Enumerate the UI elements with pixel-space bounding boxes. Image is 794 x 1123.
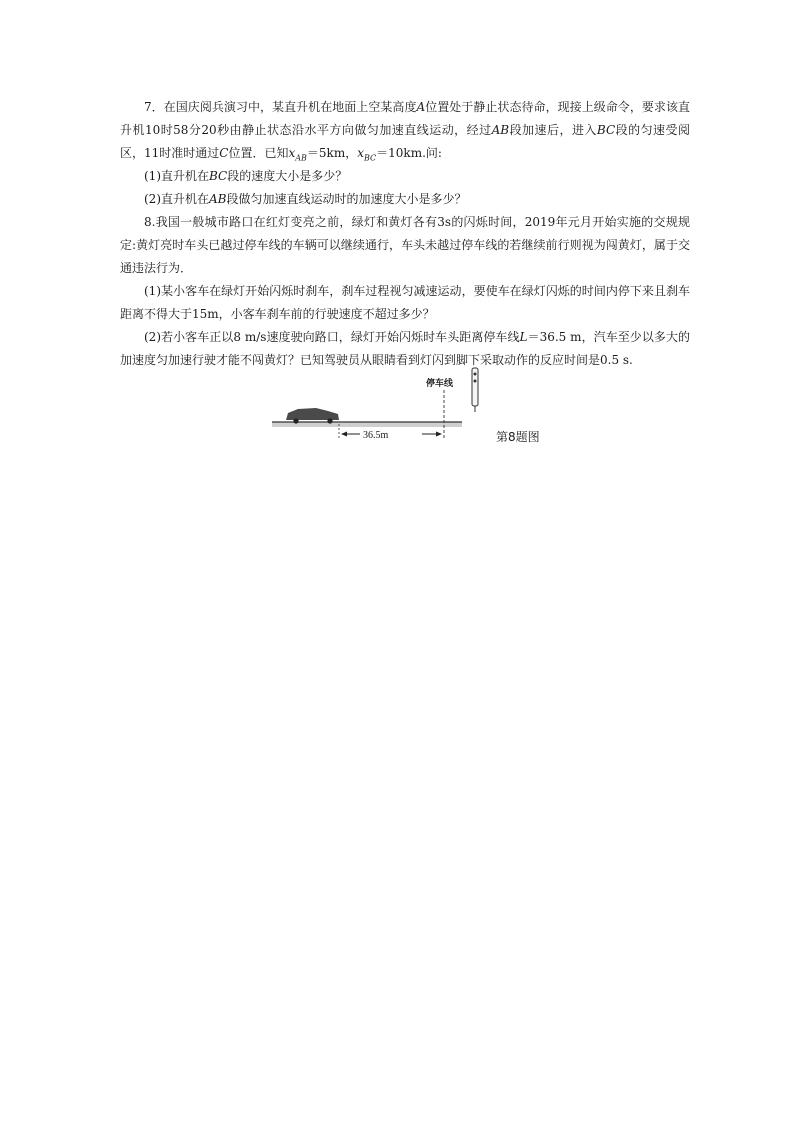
stop-line-label: 停车线: [426, 379, 454, 389]
q7-sub2-var: AB: [209, 192, 227, 206]
q7-x-bc-value: ＝10km.问:: [376, 146, 442, 160]
q7-x-ab-symbol: x: [288, 146, 296, 160]
car-wheel-icon: [327, 418, 332, 423]
q7-var-c: C: [219, 146, 229, 160]
q7-sub1-part: 段的速度大小是多少？: [227, 169, 348, 183]
car-wheel-icon: [293, 418, 298, 423]
q7-sub2-part: 段做匀加速直线运动时的加速度大小是多少？: [226, 192, 467, 206]
distance-label: 36.5m: [363, 430, 389, 441]
q7-x-ab-subscript: AB: [295, 153, 307, 163]
q8-sub2-part: (2)若小客车正以8 m/s速度驶向路口，绿灯开始闪烁时车头距离停车线: [144, 330, 520, 344]
q8-stem: 8.我国一般城市路口在红灯变亮之前，绿灯和黄灯各有3s的闪烁时间，2019年元月开始实施的交规规定:黄灯亮时车头已越过停车线的车辆可以继续通行，车头未越过停车线的若继续前行则视为闯黄灯，属于交通违法行为．: [120, 215, 690, 275]
q7-sub2-part: (2)直升机在: [144, 192, 209, 206]
q7-stem-part: 位置．已知: [228, 146, 289, 160]
road-surface: [272, 422, 462, 427]
problem-text: [120, 96, 690, 372]
q7-stem-part: 7．在国庆阅兵演习中，某直升机在地面上空某高度: [144, 100, 417, 114]
q7-var-a: A: [416, 100, 426, 114]
q7-sub1: [120, 165, 690, 188]
car-icon: [286, 408, 339, 420]
q7-var-bc: BC: [596, 123, 616, 137]
q7-sub2: [120, 188, 690, 211]
q7-x-ab-value: ＝5km，: [306, 146, 358, 160]
q7-var-ab: AB: [491, 123, 510, 137]
q7-x-bc-symbol: x: [357, 146, 364, 160]
figure-q8: [268, 362, 568, 452]
traffic-light-lamp-icon: [474, 373, 477, 376]
q7-x-bc-subscript: BC: [364, 153, 377, 163]
arrowhead-right-icon: [436, 432, 442, 437]
q8-sub2-part: ＝36.5 m，汽车至少以多大的加速度匀加速行驶才能不闯黄灯？已知驾驶员从眼睛看到灯闪到脚下采取动作的反应时间是0.5 s.: [120, 330, 690, 367]
q7-sub1-var: BC: [209, 169, 228, 183]
traffic-light-lamp-icon: [474, 380, 477, 383]
q8-sub1: (1)某小客车在绿灯开始闪烁时刹车，刹车过程视匀减速运动，要使车在绿灯闪烁的时间内停下来且刹车距离不得大于15m，小客车刹车前的行驶速度不超过多少？: [120, 284, 690, 321]
arrowhead-left-icon: [341, 432, 347, 437]
q7-stem: [120, 96, 690, 165]
figure-caption: 第8题图: [496, 430, 540, 444]
q7-sub1-part: (1)直升机在: [144, 169, 209, 183]
q7-stem-part: 段的匀速受阅区，11时准时通过: [120, 123, 690, 160]
q7-stem-part: 段加速后，进入: [509, 123, 597, 137]
q7-stem-part: 位置处于静止状态待命，现接上级命令，要求该直升机10时58分20秒由静止状态沿水平方向做匀加速直线运动，经过: [120, 100, 690, 137]
q8-sub2-var: L: [519, 330, 528, 344]
